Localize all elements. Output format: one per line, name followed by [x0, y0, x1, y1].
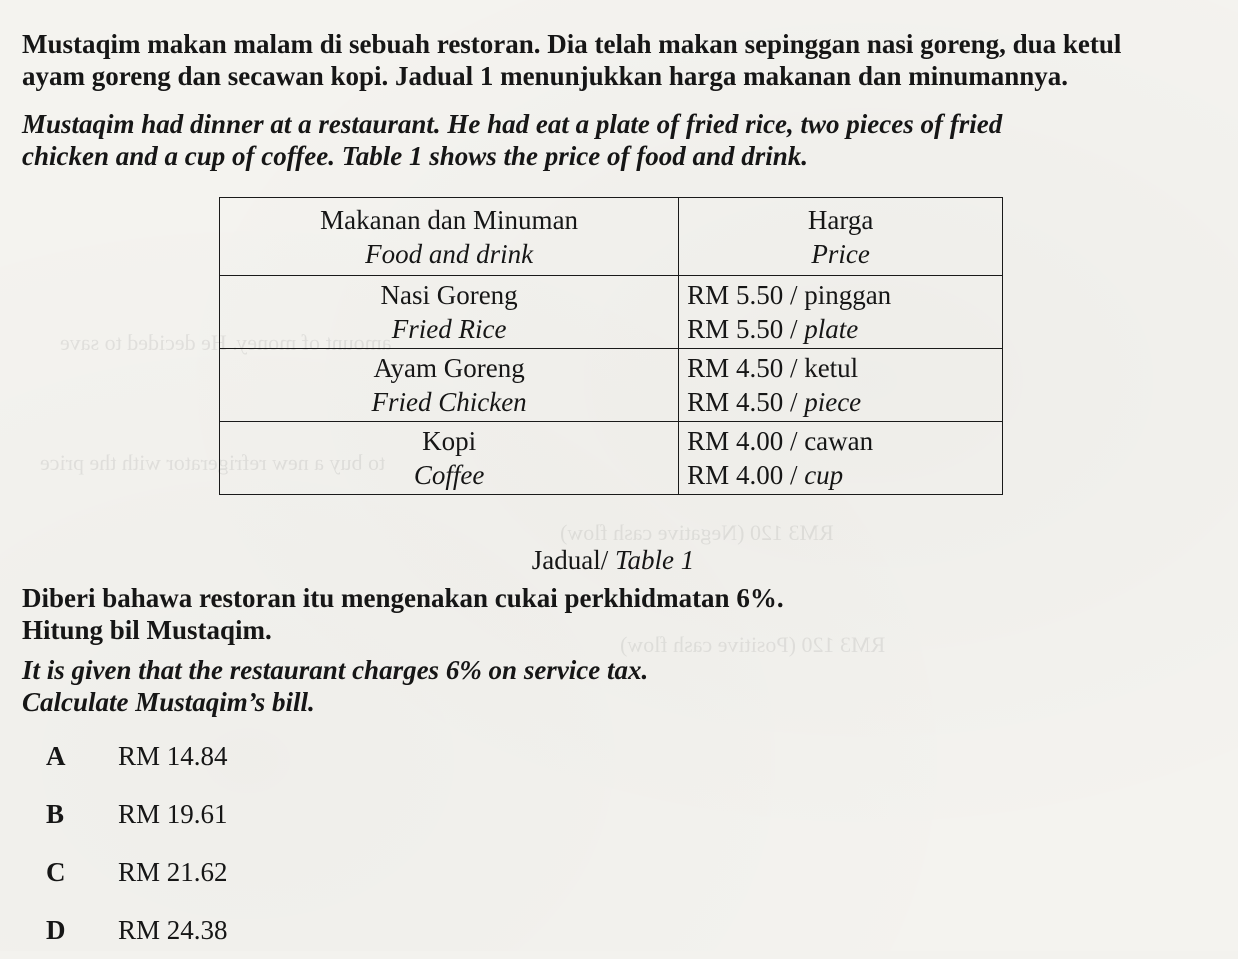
price-english: [687, 458, 1002, 492]
option-d[interactable]: [46, 901, 228, 959]
option-a[interactable]: [46, 727, 228, 785]
table-row: [220, 276, 1003, 349]
price-english-unit: plate: [804, 314, 859, 344]
intro-english-line-2: chicken and a cup of coffee. Table 1 shows the price of food and drink.: [22, 141, 808, 171]
price-english: [687, 312, 1002, 346]
intro-malay: [22, 28, 1121, 92]
price-table: [219, 197, 1003, 495]
option-letter: A: [46, 740, 66, 771]
question-malay-line-1: Diberi bahawa restoran itu mengenakan cukai perkhidmatan 6%.: [22, 583, 784, 613]
option-text: RM 24.38: [118, 914, 228, 945]
food-cell: [220, 422, 679, 495]
option-letter: D: [46, 914, 66, 945]
question-english: [22, 654, 648, 718]
option-letter: B: [46, 798, 65, 829]
table-row: [220, 422, 1003, 495]
question-malay-line-2: Hitung bil Mustaqim.: [22, 615, 272, 645]
price-english: [687, 385, 1002, 419]
price-cell: [679, 276, 1003, 349]
food-english: Fried Rice: [391, 314, 507, 344]
bleed-through-decoration: RM3 120 (Positive cash flow): [620, 632, 886, 657]
price-malay: RM 4.00 / cawan: [687, 426, 874, 456]
question-english-line-1: It is given that the restaurant charges 6% on service tax.: [22, 655, 649, 685]
food-malay: Kopi: [422, 426, 477, 456]
table-row: [220, 349, 1003, 422]
option-letter: C: [46, 856, 66, 887]
intro-english: [22, 108, 1002, 172]
option-text: RM 21.62: [118, 856, 228, 887]
food-cell: [220, 349, 679, 422]
answer-options: [46, 727, 228, 959]
price-english-amount: RM 5.50 /: [687, 314, 805, 344]
table-caption-malay: Jadual/: [531, 545, 615, 575]
price-english-unit: piece: [804, 387, 862, 417]
option-c[interactable]: [46, 843, 228, 901]
food-malay: Nasi Goreng: [380, 280, 518, 310]
header-price: [679, 198, 1003, 276]
option-text: RM 14.84: [118, 740, 228, 771]
table-caption: [0, 544, 1232, 576]
intro-english-line-1: Mustaqim had dinner at a restaurant. He had eat a plate of fried rice, two pieces of fried: [22, 109, 1003, 139]
header-food: [220, 198, 679, 276]
question-malay: [22, 582, 784, 646]
bleed-through-decoration: to buy a new refrigerator with the price: [40, 450, 386, 475]
bleed-through-decoration: RM3 120 (Negative cash flow): [560, 520, 834, 545]
question-english-line-2: Calculate Mustaqim’s bill.: [22, 687, 315, 717]
table-header-row: [220, 198, 1003, 276]
price-english-unit: cup: [804, 460, 844, 490]
price-malay: RM 4.50 / ketul: [687, 353, 859, 383]
food-cell: [220, 276, 679, 349]
food-malay: Ayam Goreng: [373, 353, 525, 383]
intro-malay-line-2: ayam goreng dan secawan kopi. Jadual 1 menunjukkan harga makanan dan minumannya.: [22, 61, 1069, 91]
bleed-through-decoration: amount of money. He decided to save: [60, 330, 392, 355]
option-text: RM 19.61: [118, 798, 228, 829]
header-price-malay: Harga: [807, 204, 874, 235]
price-malay: RM 5.50 / pinggan: [687, 280, 892, 310]
intro-malay-line-1: Mustaqim makan malam di sebuah restoran. Dia telah makan sepinggan nasi goreng, dua ketul: [22, 29, 1122, 59]
price-english-amount: RM 4.50 /: [687, 387, 805, 417]
price-cell: [679, 349, 1003, 422]
food-english: Coffee: [413, 460, 485, 490]
food-english: Fried Chicken: [371, 387, 527, 417]
table-caption-english: Table 1: [614, 545, 695, 575]
price-cell: [679, 422, 1003, 495]
header-food-malay: Makanan dan Minuman: [320, 204, 579, 235]
option-b[interactable]: [46, 785, 228, 843]
header-food-english: Food and drink: [365, 238, 534, 269]
price-english-amount: RM 4.00 /: [687, 460, 805, 490]
header-price-english: Price: [811, 238, 870, 269]
